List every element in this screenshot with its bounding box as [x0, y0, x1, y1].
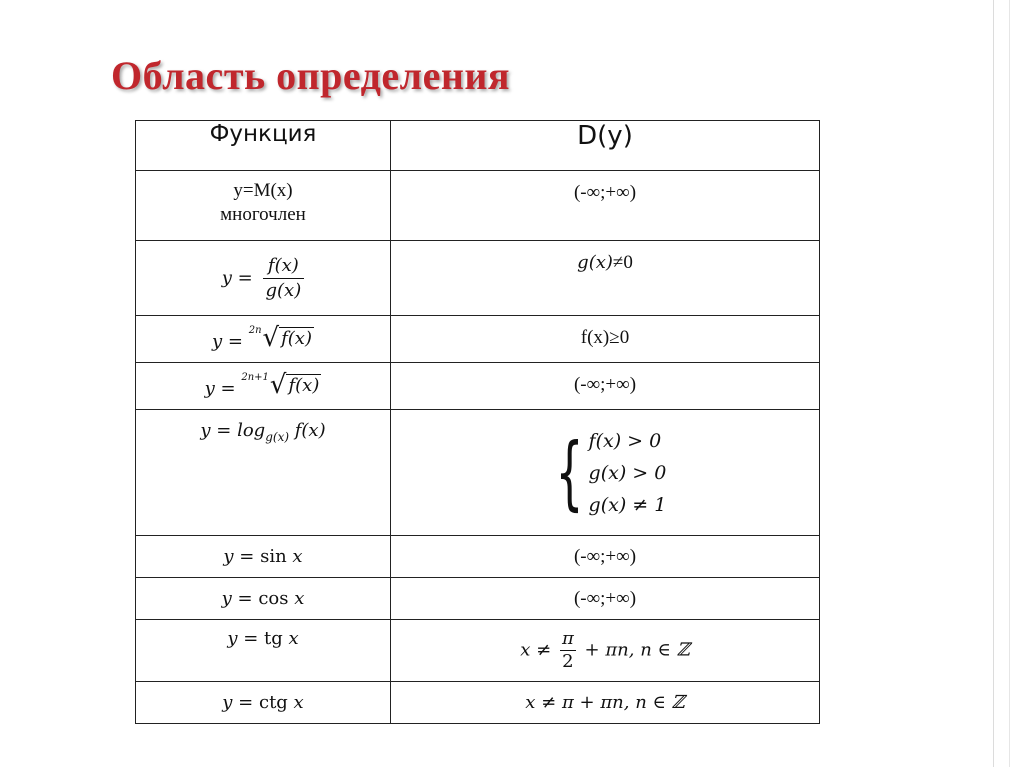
domain-cell [391, 536, 820, 578]
radicand: f(x) [288, 375, 320, 396]
table-row [136, 410, 820, 536]
function-lhs: y = log [200, 420, 266, 441]
domain-rhs: + πn, n ∈ ℤ [584, 639, 690, 661]
table-row [136, 363, 820, 410]
domain-value: f(x)≥0 [580, 327, 630, 348]
domain-cell [391, 171, 820, 241]
fraction-numerator: f(x) [263, 254, 305, 279]
inequality-system [544, 425, 667, 521]
domain-cell [391, 682, 820, 724]
table-row [136, 171, 820, 241]
domain-value: (-∞;+∞) [573, 374, 637, 395]
brace-icon: { [555, 425, 584, 519]
domain-cell [391, 620, 820, 682]
radical-sign: √ [262, 323, 280, 353]
domain-cell [391, 241, 820, 316]
function-lhs: y = [204, 378, 236, 399]
domain-lhs: g(x) [577, 252, 613, 273]
table-row [136, 682, 820, 724]
domain-value: x ≠ π + πn, n ∈ ℤ [525, 692, 685, 713]
domain-value: (-∞;+∞) [573, 182, 637, 203]
table-row [136, 578, 820, 620]
domain-rhs: ≠0 [612, 252, 633, 273]
root-index: 2n [248, 325, 262, 336]
function-cell [136, 536, 391, 578]
function-cell [136, 682, 391, 724]
function-caption: многочлен [220, 204, 306, 225]
function-lhs: y = [221, 267, 253, 288]
function-cell [136, 410, 391, 536]
function-formula: y=M(x) [233, 180, 293, 201]
function-operator: sin [260, 546, 287, 567]
fraction-denominator: 2 [562, 651, 574, 672]
system-line: g(x) > 0 [588, 461, 667, 484]
function-lhs: y = [227, 628, 265, 649]
fraction [263, 254, 305, 303]
radicand: f(x) [281, 328, 312, 349]
domain-lhs: x ≠ [520, 639, 552, 661]
fraction-denominator: g(x) [265, 279, 302, 301]
domain-cell [391, 363, 820, 410]
function-variable: x [282, 628, 299, 649]
fraction [560, 628, 576, 673]
root-expression [248, 323, 314, 353]
table-header-row [136, 121, 820, 171]
function-variable: x [287, 692, 304, 713]
header-domain: D(y) [391, 121, 820, 171]
function-operator: ctg [258, 692, 288, 713]
function-lhs: y = [212, 331, 243, 352]
fraction-numerator: π [561, 628, 574, 649]
function-cell [136, 171, 391, 241]
log-base: g(x) [265, 430, 290, 444]
slide-edge-decoration [976, 0, 1024, 767]
function-cell [136, 363, 391, 410]
table-row [136, 316, 820, 363]
radical-sign: √ [269, 370, 287, 400]
header-function: Функция [136, 121, 391, 171]
table-row [136, 620, 820, 682]
function-cell [136, 241, 391, 316]
table-row [136, 536, 820, 578]
domain-cell [391, 410, 820, 536]
function-cell [136, 316, 391, 363]
root-index: 2n+1 [241, 372, 269, 383]
system-line: f(x) > 0 [588, 429, 662, 452]
function-variable: x [288, 588, 305, 609]
function-lhs: y = [223, 546, 261, 567]
domain-value: (-∞;+∞) [573, 587, 637, 609]
page-title: Область определения [111, 53, 511, 98]
system-line: g(x) ≠ 1 [588, 493, 667, 516]
domain-value: (-∞;+∞) [573, 545, 637, 567]
function-lhs: y = [222, 692, 259, 713]
function-variable: x [286, 546, 303, 567]
function-rhs: f(x) [289, 420, 326, 441]
function-lhs: y = [221, 588, 259, 609]
function-cell [136, 578, 391, 620]
domain-cell [391, 316, 820, 363]
domain-table [135, 120, 820, 724]
domain-cell [391, 578, 820, 620]
function-operator: tg [264, 628, 283, 649]
function-cell [136, 620, 391, 682]
table-row [136, 241, 820, 316]
function-operator: cos [258, 588, 289, 609]
root-expression [241, 370, 321, 400]
